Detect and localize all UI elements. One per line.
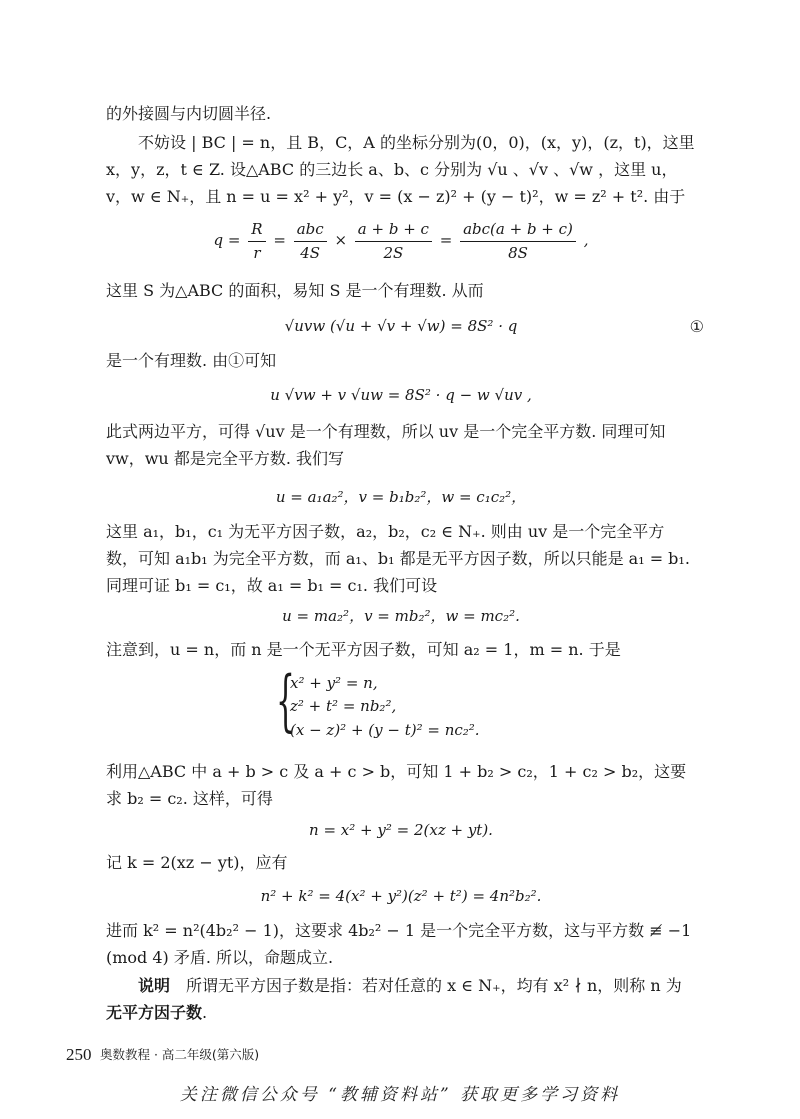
eq-text: √uvw (√u + √v + √w) = 8S² · q: [284, 317, 518, 335]
paragraph: 不妨设 | BC | = n，且 B，C，A 的坐标分别为(0，0)，(x，y)，(z，t)，这里 x，y，z，t ∈ Z. 设△ABC 的三边长 a、b、c 分别为 √u 、√v 、√w ，这里 u，v，w ∈ N₊，且 n = u = x² + y²，v = (x − z)² + (y − t)²，w = z² + t². 由于: [106, 133, 695, 206]
paragraph: 进而 k² = n²(4b₂² − 1)，这要求 4b₂² − 1 是一个完全平方数，这与平方数 ≢ −1 (mod 4) 矛盾. 所以，命题成立.: [106, 921, 692, 967]
eq-text: q =: [213, 231, 241, 249]
equation-system: [276, 662, 480, 742]
equation-number: ①: [689, 317, 704, 336]
text-line: 这里 S 为△ABC 的面积，易知 S 是一个有理数. 从而: [106, 281, 484, 300]
equation-4: u = ma₂²，v = mb₂²，w = mc₂².: [282, 607, 520, 625]
system-line: z² + t² = nb₂²,: [290, 697, 397, 716]
paragraph: 此式两边平方，可得 √uv 是一个有理数，所以 uv 是一个完全平方数. 同理可知 vw，wu 都是完全平方数. 我们写: [106, 422, 666, 468]
denominator: 8S: [508, 243, 528, 262]
text-line: 记 k = 2(xz − yt)，应有: [106, 853, 288, 872]
note-paragraph: [106, 972, 696, 1026]
text-line: 是一个有理数. 由①可知: [106, 351, 277, 370]
eq-text: ,: [583, 231, 589, 249]
denominator: 4S: [300, 243, 321, 262]
eq-text: ×: [334, 231, 348, 249]
equation-6: n² + k² = 4(x² + y²)(z² + t²) = 4n²b₂².: [260, 887, 542, 905]
note-label: 说明: [138, 976, 171, 995]
equation-3: u = a₁a₂²，v = b₁b₂²，w = c₁c₂²，: [275, 488, 527, 506]
system-line: (x − z)² + (y − t)² = nc₂².: [290, 720, 480, 739]
equation-q: [106, 218, 696, 264]
page-number: 250: [66, 1045, 92, 1064]
note-end: .: [202, 1003, 208, 1022]
fraction: [248, 218, 265, 264]
text-line: 的外接圆与内切圆半径.: [106, 104, 272, 123]
note-bold-term: 无平方因子数: [106, 1003, 203, 1022]
fraction: [460, 218, 576, 264]
book-title: 奥数教程 · 高二年级(第六版): [100, 1047, 260, 1062]
brace-symbol: {: [276, 662, 295, 739]
numerator: R: [248, 218, 265, 242]
denominator: r: [253, 243, 261, 262]
watermark-text: 关注微信公众号 “教辅资料站” 获取更多学习资料: [179, 1085, 621, 1105]
numerator: abc: [294, 218, 327, 242]
fraction: [355, 218, 432, 264]
equation-1: [106, 315, 696, 338]
fraction: [294, 218, 327, 264]
denominator: 2S: [383, 243, 404, 262]
system-line: x² + y² = n,: [290, 674, 378, 692]
eq-text: =: [273, 231, 286, 249]
eq-text: =: [439, 231, 453, 249]
text-line: 注意到，u = n，而 n 是一个无平方因子数，可知 a₂ = 1，m = n. 于是: [106, 640, 621, 659]
paragraph: 这里 a₁，b₁，c₁ 为无平方因子数，a₂，b₂，c₂ ∈ N₊. 则由 uv 是一个完全平方数，可知 a₁b₁ 为完全平方数，而 a₁、b₁ 都是无平方因子数，所以只能是 a₁ = b₁. 同理可证 b₁ = c₁，故 a₁ = b₁ = c₁. 我们可设: [106, 522, 690, 595]
equation-2: u √vw + v √uw = 8S² · q − w √uv ,: [270, 386, 532, 404]
equation-5: n = x² + y² = 2(xz + yt).: [309, 821, 493, 839]
numerator: abc(a + b + c): [460, 218, 576, 242]
note-text: 所谓无平方因子数是指：若对任意的 x ∈ N₊，均有 x² ∤ n，则称 n 为: [186, 976, 682, 995]
numerator: a + b + c: [355, 218, 432, 242]
paragraph: 利用△ABC 中 a + b > c 及 a + c > b，可知 1 + b₂ > c₂，1 + c₂ > b₂，这要求 b₂ = c₂. 这样，可得: [106, 762, 687, 808]
